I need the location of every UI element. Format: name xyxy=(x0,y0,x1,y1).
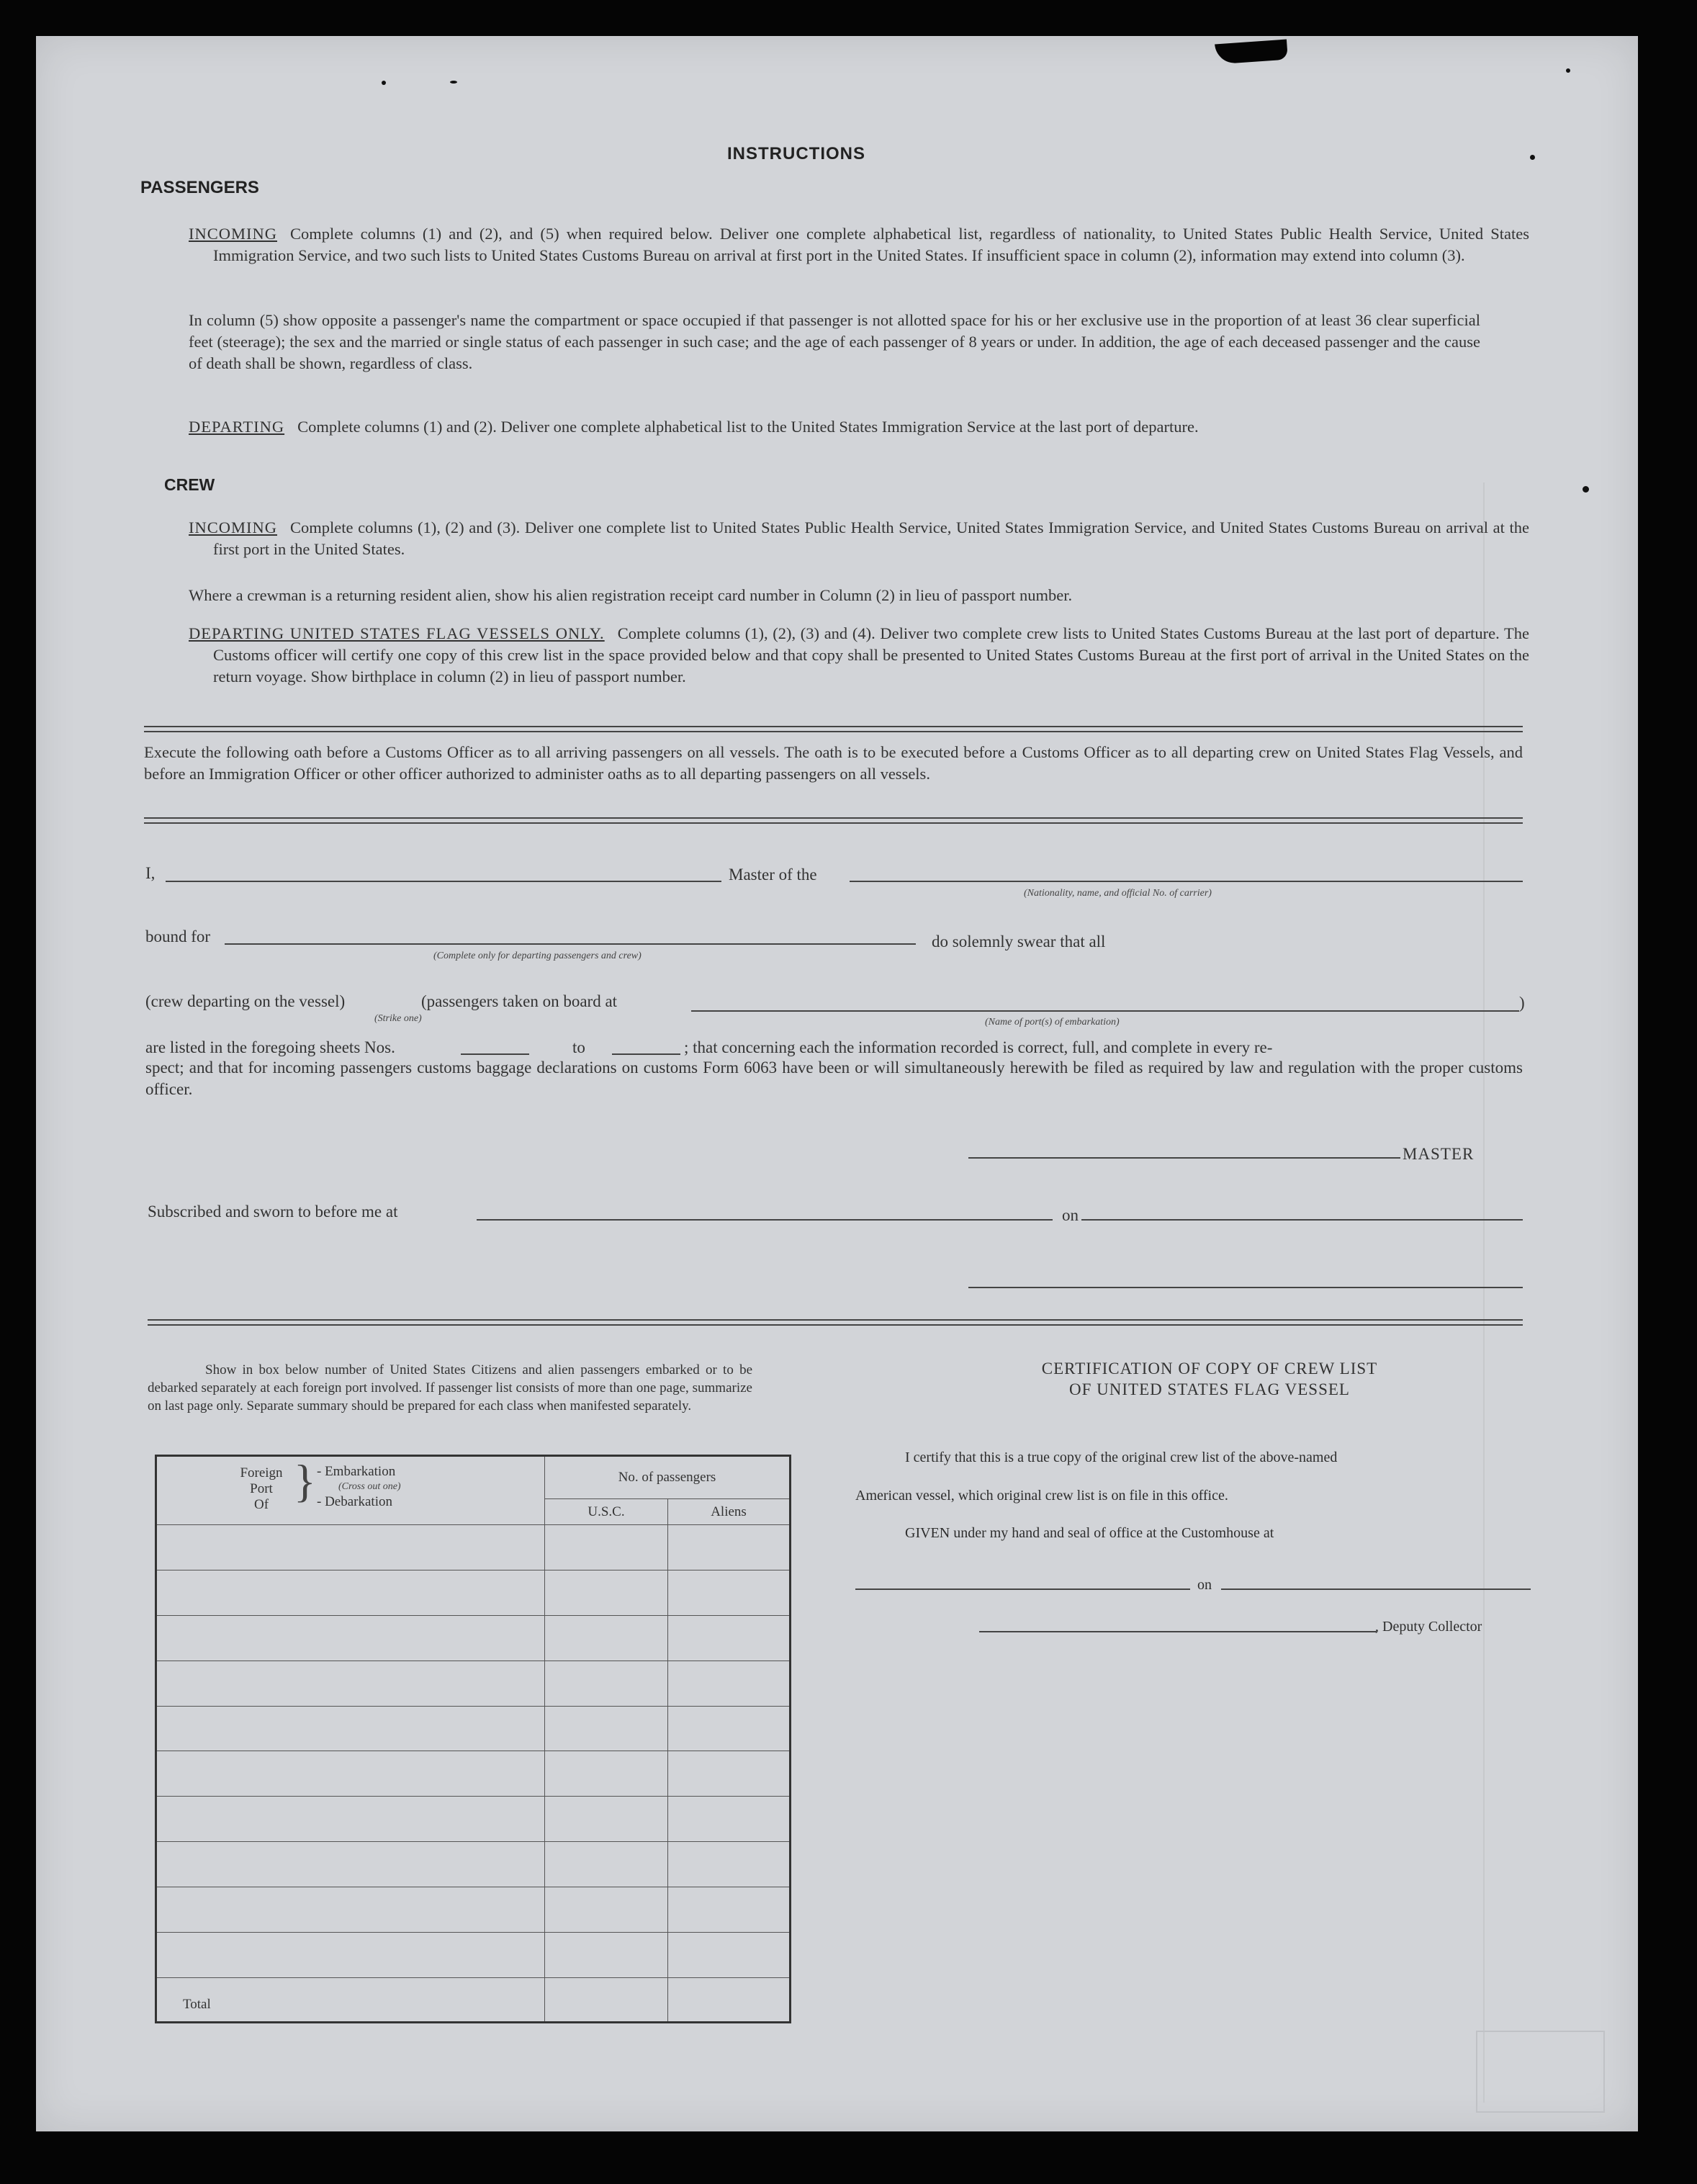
officer-signature-field[interactable] xyxy=(968,1287,1523,1288)
certify-text-b: American vessel, which original crew list is on file in this office. xyxy=(855,1488,1228,1504)
close-paren: ) xyxy=(1519,994,1525,1012)
cross-out-caption: (Cross out one) xyxy=(338,1481,401,1492)
total-aliens-cell[interactable] xyxy=(668,1978,791,2023)
subscribed-date-field[interactable] xyxy=(1081,1219,1523,1221)
port-caption: (Name of port(s) of embarkation) xyxy=(985,1017,1120,1028)
crew-incoming-lead: INCOMING xyxy=(189,518,277,536)
oath-instruction: Execute the following oath before a Customs Officer as to all arriving passengers on all vessels. The oath is to be executed before a Customs Officer as to all departing crew on United States Flag Vessels, and before an Immigration Officer or other officer authorized to administer oaths as to all departing passengers on all vessels. xyxy=(144,743,1523,783)
given-text: GIVEN under my hand and seal of office at the Customhouse at xyxy=(905,1525,1274,1541)
divider-double-1 xyxy=(144,726,1523,732)
master-signature-field[interactable] xyxy=(968,1157,1400,1159)
embarkation-port-field[interactable] xyxy=(691,1010,1519,1012)
aliens-header: Aliens xyxy=(668,1499,791,1525)
carrier-field[interactable] xyxy=(850,881,1523,882)
table-row[interactable] xyxy=(156,1797,791,1842)
no-of-passengers-header: No. of passengers xyxy=(545,1456,791,1499)
crew-departing-paragraph xyxy=(189,623,1529,688)
usc-header: U.S.C. xyxy=(545,1499,668,1525)
master-of-the-label: Master of the xyxy=(729,866,817,884)
listed-to-label: to xyxy=(572,1038,585,1056)
strike-one-caption: (Strike one) xyxy=(374,1013,422,1024)
crew-departing-text: Complete columns (1), (2), (3) and (4). Deliver two complete crew lists to United States Customs Bureau at the last port of departure. The Customs officer will certify one copy of this crew list in the space provided below and that copy shall be presented to United States Customs Bureau at the first port of arrival in the United States on the return voyage. Show birthplace in column (2) in lieu of passport number. xyxy=(213,624,1529,686)
brace-icon: } xyxy=(294,1455,316,1506)
deputy-signature-field[interactable] xyxy=(979,1631,1377,1632)
listed-text-b: ; that concerning each the information recorded is correct, full, and complete in every re- xyxy=(684,1038,1273,1056)
table-row[interactable] xyxy=(156,1615,791,1661)
oath-i-label: I, xyxy=(145,864,156,882)
debarkation-option[interactable]: - Debarkation xyxy=(317,1494,392,1509)
summary-instruction: Show in box below number of United States Citizens and alien passengers embarked or to be debarked separately at each foreign port involved. If passenger list consists of more than one page, summarize on last page only. Separate summary should be prepared for each class when manifested separately. xyxy=(148,1362,752,1414)
listed-text-c: spect; and that for incoming passengers customs baggage declarations on customs Form 6063 have been or will simultaneously herewith be filed as required by law and regulation with the proper customs officer. xyxy=(145,1059,1523,1098)
customhouse-field[interactable] xyxy=(855,1588,1190,1590)
certify-on-label: on xyxy=(1197,1577,1212,1593)
table-row[interactable] xyxy=(156,1751,791,1797)
certify-date-field[interactable] xyxy=(1221,1588,1531,1590)
passengers-taken-option[interactable]: (passengers taken on board at xyxy=(421,992,618,1010)
torn-corner xyxy=(1215,40,1288,65)
passenger-summary-table xyxy=(155,1455,791,2023)
passengers-departing-text: Complete columns (1) and (2). Deliver one complete alphabetical list to the United States Immigration Service at the last port of departure. xyxy=(297,418,1199,436)
foreign-label: Foreign xyxy=(240,1465,283,1480)
swear-label: do solemnly swear that all xyxy=(932,933,1106,951)
crew-resident-paragraph: Where a crewman is a returning resident alien, show his alien registration receipt card number in Column (2) in lieu of passport number. xyxy=(189,586,1073,604)
master-label: MASTER xyxy=(1403,1145,1475,1163)
subscribed-label: Subscribed and sworn to before me at xyxy=(148,1203,398,1221)
bound-for-field[interactable] xyxy=(225,943,916,945)
passengers-column5-paragraph: In column (5) show opposite a passenger's name the compartment or space occupied if that passenger is not allotted space for his or her exclusive use in the proportion of at least 36 clear superficial feet (steerage); the sex and the married or single status of each passenger in such case; and the age of each passenger of 8 years or under. In addition, the age of each deceased passenger and the cause of death shall be shown, regardless of class. xyxy=(189,311,1480,372)
passengers-incoming-paragraph xyxy=(189,223,1529,266)
table-row[interactable] xyxy=(156,1842,791,1887)
page-title: INSTRUCTIONS xyxy=(727,144,865,163)
divider-double-2 xyxy=(144,817,1523,824)
sheet-to-field[interactable] xyxy=(612,1053,680,1055)
crew-departing-option[interactable]: (crew departing on the vessel) xyxy=(145,992,346,1010)
bleed-through-text xyxy=(1188,65,1404,82)
bound-for-label: bound for xyxy=(145,927,211,945)
passengers-heading: PASSENGERS xyxy=(140,178,259,197)
master-name-field[interactable] xyxy=(166,881,721,882)
table-row[interactable] xyxy=(156,1706,791,1751)
embarkation-option[interactable]: - Embarkation xyxy=(317,1464,396,1479)
crew-incoming-text: Complete columns (1), (2) and (3). Deliver one complete list to United States Public Health Service, United States Immigration Service, and United States Customs Bureau on arrival at the first port in the United States. xyxy=(213,518,1529,558)
divider-double-3 xyxy=(148,1319,1523,1326)
foreign-port-header xyxy=(156,1456,545,1525)
certify-text-a: I certify that this is a true copy of the original crew list of the above-named xyxy=(905,1450,1338,1465)
of-label: Of xyxy=(253,1497,269,1512)
deputy-collector-label: , Deputy Collector xyxy=(1375,1619,1482,1635)
bound-for-caption: (Complete only for departing passengers and crew) xyxy=(433,951,642,961)
total-label: Total xyxy=(156,1978,545,2023)
crew-departing-lead: DEPARTING UNITED STATES FLAG VESSELS ONLY. xyxy=(189,624,605,642)
total-row xyxy=(156,1978,791,2023)
table-row[interactable] xyxy=(156,1887,791,1933)
passengers-departing-paragraph xyxy=(189,416,1529,438)
port-label: Port xyxy=(250,1481,273,1496)
certification-title-line1: CERTIFICATION OF COPY OF CREW LIST xyxy=(1041,1360,1378,1378)
passengers-incoming-lead: INCOMING xyxy=(189,225,277,243)
table-row[interactable] xyxy=(156,1570,791,1615)
crew-heading: CREW xyxy=(164,475,215,494)
subscribed-place-field[interactable] xyxy=(477,1219,1053,1221)
table-row[interactable] xyxy=(156,1661,791,1706)
passengers-departing-lead: DEPARTING xyxy=(189,418,285,436)
bleed-through-box xyxy=(1476,2031,1605,2113)
subscribed-on-label: on xyxy=(1062,1206,1079,1224)
sheet-from-field[interactable] xyxy=(461,1053,529,1055)
total-usc-cell[interactable] xyxy=(545,1978,668,2023)
listed-sheets-label: are listed in the foregoing sheets Nos. xyxy=(145,1038,395,1056)
table-row[interactable] xyxy=(156,1933,791,1978)
crew-incoming-paragraph xyxy=(189,517,1529,560)
carrier-caption: (Nationality, name, and official No. of carrier) xyxy=(1024,888,1212,899)
document-page xyxy=(36,36,1638,2131)
table-row[interactable] xyxy=(156,1525,791,1570)
certification-title xyxy=(922,1358,1498,1400)
certification-title-line2: OF UNITED STATES FLAG VESSEL xyxy=(1069,1380,1350,1398)
passengers-incoming-text: Complete columns (1) and (2), and (5) when required below. Deliver one complete alphabetical list, regardless of nationality, to United States Public Health Service, United States Immigration Service, and two such lists to United States Customs Bureau on arrival at first port in the United States. If insufficient space in column (2), information may extend into column (3). xyxy=(213,225,1529,264)
